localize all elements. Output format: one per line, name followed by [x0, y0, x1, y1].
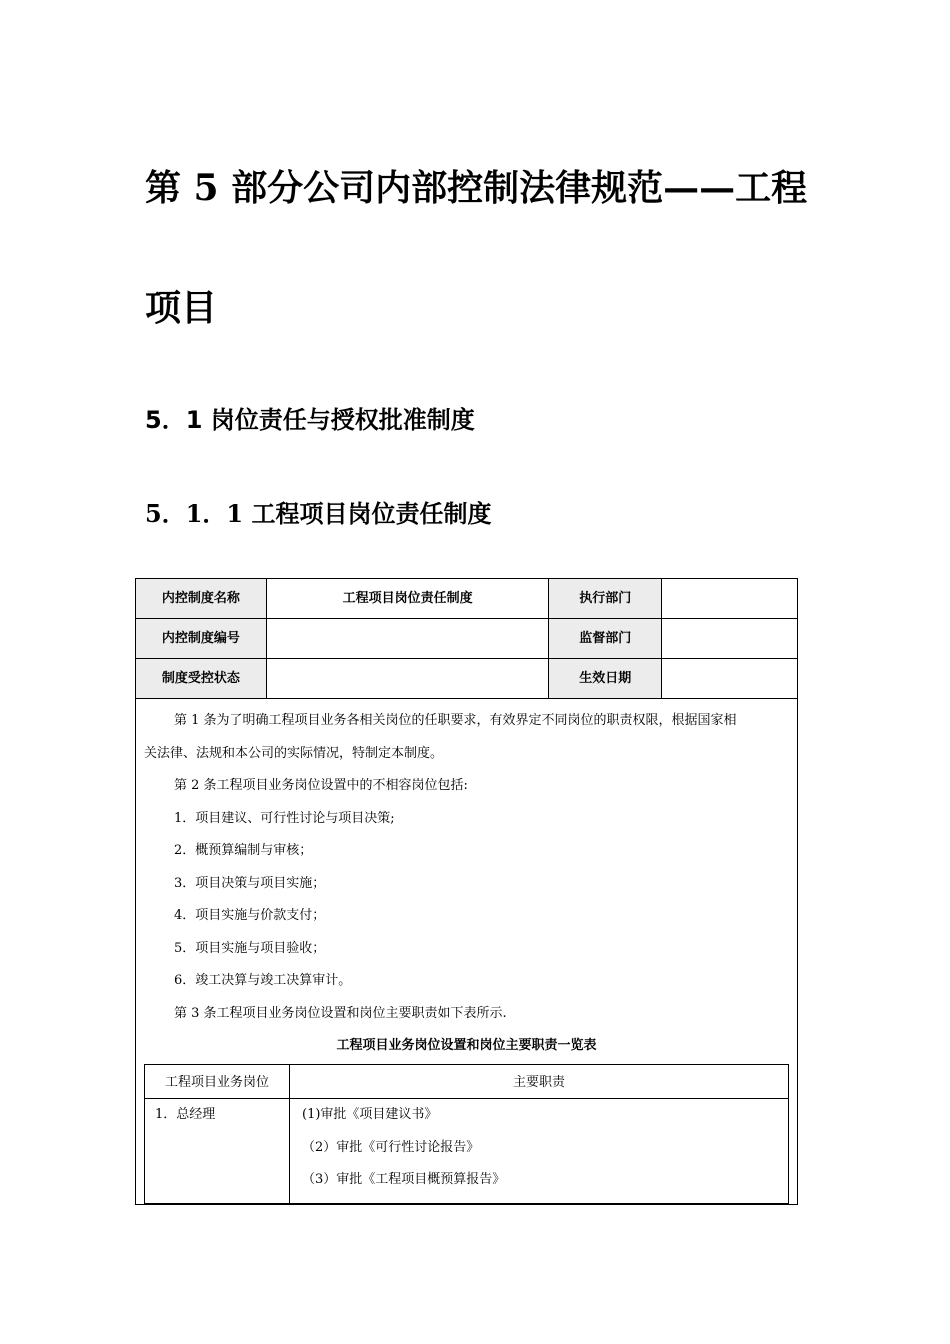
control-document-table — [135, 578, 798, 1205]
status-value — [266, 659, 549, 699]
meta-row-code — [136, 619, 798, 659]
role-cell: 1．总经理 — [145, 1099, 290, 1204]
duty-item: （2）审批《可行性讨论报告》 — [302, 1139, 480, 1155]
list-item: 3．项目决策与项目实施； — [174, 875, 326, 891]
dept-value — [662, 579, 798, 619]
meta-row-status — [136, 659, 798, 699]
article-3: 第 3 条工程项目业务岗位设置和岗位主要职责如下表所示. — [174, 1005, 507, 1021]
code-label: 内控制度编号 — [136, 619, 267, 659]
code-value — [266, 619, 549, 659]
duty-table — [144, 1064, 789, 1204]
document-body — [136, 699, 798, 1205]
subsection-heading: 5．1．1 工程项目岗位责任制度 — [145, 499, 492, 528]
duty-cell — [290, 1099, 789, 1204]
effective-value — [662, 659, 798, 699]
section-heading: 5．1 岗位责任与授权批准制度 — [145, 406, 475, 434]
list-item: 2．概预算编制与审核； — [174, 843, 313, 858]
list-item: 6．竣工决算与竣工决算审计。 — [174, 973, 352, 988]
duty-table-title: 工程项目业务岗位设置和岗位主要职责一览表 — [336, 1038, 597, 1053]
page-title — [145, 128, 825, 368]
supervise-value — [662, 619, 798, 659]
list-item: 5．项目实施与项目验收； — [174, 940, 326, 956]
page-title-line-1: 第 5 部分公司内部控制法律规范——工程 — [145, 167, 808, 209]
duty-item: （3）审批《工程项目概预算报告》 — [302, 1172, 506, 1187]
effective-label: 生效日期 — [549, 659, 662, 699]
article-1-line-1: 第 1 条为了明确工程项目业务各相关岗位的任职要求，有效界定不同岗位的职责权限，根据国家相 — [174, 713, 737, 728]
name-value: 工程项目岗位责任制度 — [266, 579, 549, 619]
page-title-line-2: 项目 — [145, 287, 218, 329]
col-role-header: 工程项目业务岗位 — [145, 1065, 290, 1099]
dept-label: 执行部门 — [549, 579, 662, 619]
status-label: 制度受控状态 — [136, 659, 267, 699]
article-1-line-2: 关法律、法规和本公司的实际情况，特制定本制度。 — [144, 745, 444, 761]
name-label: 内控制度名称 — [136, 579, 267, 619]
list-item: 4．项目实施与价款支付； — [174, 908, 326, 923]
list-item: 1．项目建议、可行性讨论与项目决策; — [174, 810, 395, 826]
supervise-label: 监督部门 — [549, 619, 662, 659]
col-duty-header: 主要职责 — [290, 1065, 789, 1099]
article-2: 第 2 条工程项目业务岗位设置中的不相容岗位包括: — [174, 778, 468, 793]
table-row — [145, 1099, 789, 1204]
duty-table-header — [145, 1065, 789, 1099]
duty-item: (1)审批《项目建议书》 — [302, 1107, 438, 1122]
meta-row-name — [136, 579, 798, 619]
